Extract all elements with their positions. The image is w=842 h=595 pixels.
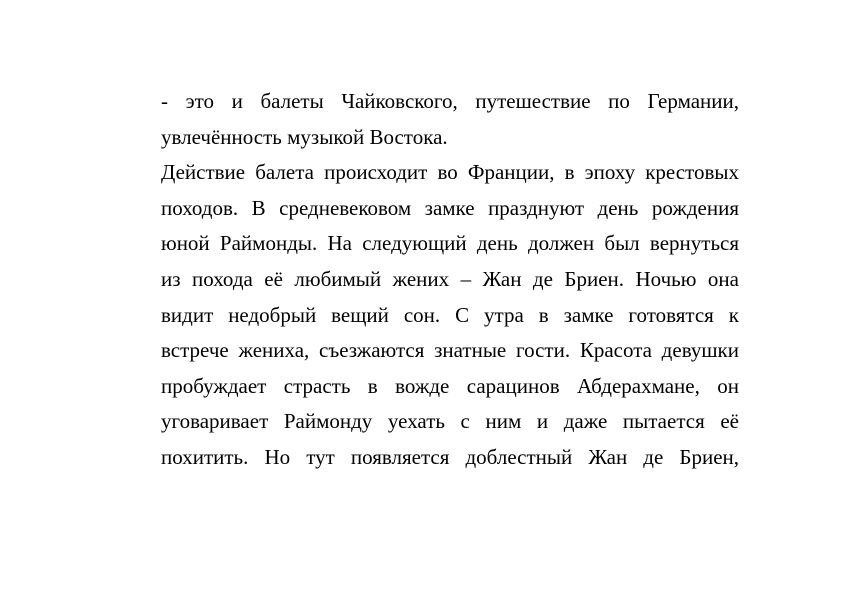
text-line-2: увлечённость музыкой Востока.: [161, 124, 448, 149]
text-line-8: встрече жениха, съезжаются знатные гости. Красота девушки: [161, 338, 739, 363]
body-text: [161, 84, 739, 476]
text-line-4: походов. В средневековом замке празднуют день рождения: [161, 195, 739, 220]
text-line-11: похитить. Но тут появляется доблестный Жан де Бриен,: [161, 444, 739, 469]
text-line-9: пробуждает страсть в вожде сарацинов Абдерахмане, он: [161, 373, 739, 398]
text-line-7: видит недобрый вещий сон. С утра в замке готовятся к: [161, 302, 739, 327]
text-line-3: Действие балета происходит во Франции, в эпоху крестовых: [161, 160, 739, 185]
text-line-5: юной Раймонды. На следующий день должен был вернуться: [161, 231, 739, 256]
text-line-1: - это и балеты Чайковского, путешествие по Германии,: [161, 89, 739, 113]
text-line-10: уговаривает Раймонду уехать с ним и даже пытается её: [161, 409, 739, 434]
text-line-6: из похода её любимый жених – Жан де Бриен. Ночью она: [161, 266, 739, 291]
